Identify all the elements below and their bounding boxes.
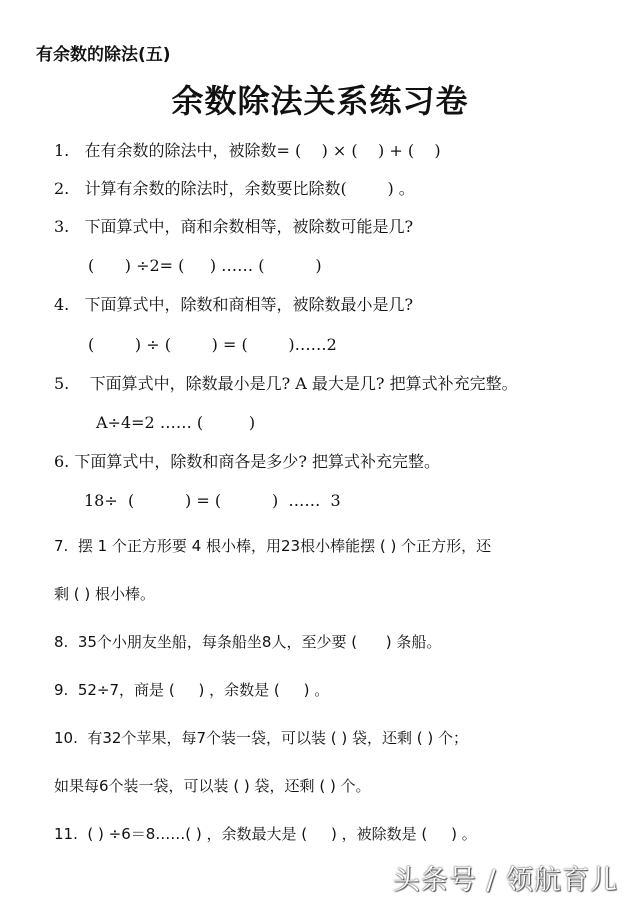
question-10-line-1: 10. 有32个苹果，每7个装一袋，可以装 ( ) 袋，还剩 ( ) 个；: [54, 729, 469, 747]
question-5: 5. 下面算式中，除数最小是几? A 最大是几? 把算式补充完整。: [54, 374, 518, 393]
worksheet-subtitle: 有余数的除法(五): [36, 45, 171, 65]
question-1: 1. 在有余数的除法中，被除数= ( ) × ( ) + ( ): [54, 141, 441, 160]
question-4-equation: ( ) ÷ ( ) = ( )……2: [88, 335, 337, 354]
question-4: 4. 下面算式中，除数和商相等，被除数最小是几?: [54, 295, 414, 314]
question-5-equation: A÷4=2 …… ( ): [96, 413, 256, 432]
question-8: 8. 35个小朋友坐船，每条船坐8人，至少要 ( ) 条船。: [54, 633, 442, 651]
question-3-equation: ( ) ÷2= ( ) …… ( ): [88, 256, 322, 275]
question-3: 3. 下面算式中，商和余数相等，被除数可能是几?: [54, 217, 414, 236]
watermark: 头条号 / 领航育儿: [392, 865, 618, 896]
question-9: 9. 52÷7，商是 ( ) ，余数是 ( ) 。: [54, 681, 330, 699]
question-2: 2. 计算有余数的除法时，余数要比除数( ) 。: [54, 179, 415, 198]
worksheet-title: 余数除法关系练习卷: [171, 82, 469, 120]
question-7-line-1: 7. 摆 1 个正方形要 4 根小棒，用23根小棒能摆 ( ) 个正方形，还: [54, 537, 492, 555]
question-6-equation: 18÷ ( ) = ( ) …… 3: [84, 491, 341, 510]
question-7-line-2: 剩 ( ) 根小棒。: [54, 585, 156, 603]
question-11: 11. ( ) ÷6＝8……( ) ，余数最大是 ( ) ，被除数是 ( ) 。: [54, 825, 477, 843]
question-10-line-2: 如果每6个装一袋，可以装 ( ) 袋，还剩 ( ) 个。: [54, 777, 371, 795]
question-6: 6. 下面算式中，除数和商各是多少? 把算式补充完整。: [54, 452, 441, 471]
